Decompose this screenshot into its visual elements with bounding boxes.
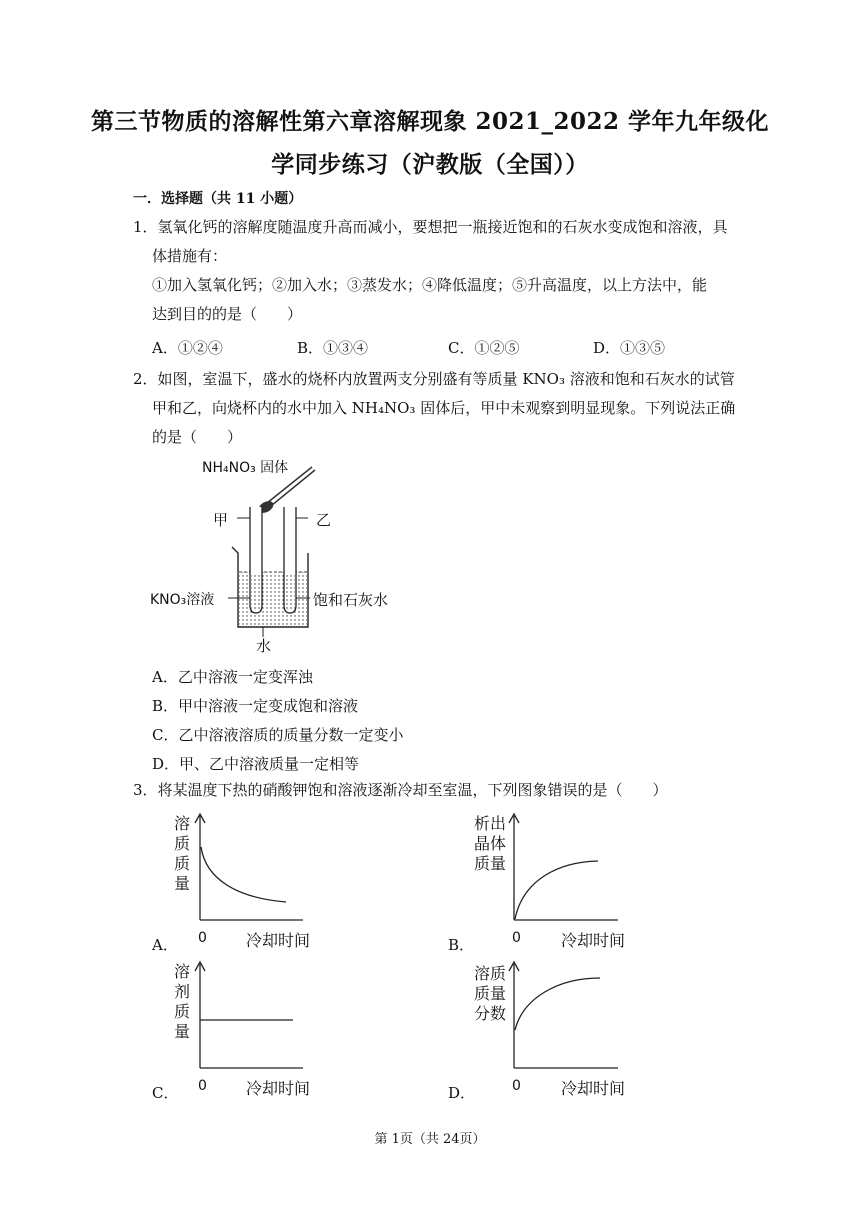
decreasing-curve xyxy=(201,847,286,902)
increasing-curve-from-offset xyxy=(515,978,600,1030)
q1-line3: ①加入氢氧化钙；②加入水；③蒸发水；④降低温度；⑤升高温度，以上方法中，能 xyxy=(152,276,708,294)
graph-a-zero: 0 xyxy=(198,930,207,946)
graph-d-ylabel xyxy=(472,964,508,1024)
q2-option-b: B．甲中溶液一定变成饱和溶液 xyxy=(152,697,359,715)
graph-a-letter: A． xyxy=(152,936,178,954)
q1-line2: 体措施有： xyxy=(152,247,228,265)
page-footer: 第 1页（共 24页） xyxy=(374,1132,486,1147)
graph-a-ylabel-3: 质 xyxy=(173,854,190,873)
graph-d-ylabel-1: 溶质 xyxy=(473,964,506,983)
beaker-diagram xyxy=(150,455,410,655)
q2-line1: 2．如图，室温下，盛水的烧杯内放置两支分别盛有等质量 KNO₃ 溶液和饱和石灰水的试管 xyxy=(133,370,735,388)
beaker-illustration xyxy=(150,455,410,655)
q1-option-c: C．①②⑤ xyxy=(448,339,520,357)
q2-option-c: C．乙中溶液溶质的质量分数一定变小 xyxy=(152,726,404,744)
graph-d-ylabel-2: 质量 xyxy=(473,984,506,1003)
page-title-line2: 学同步练习（沪教版（全国）） xyxy=(271,151,589,178)
graph-c xyxy=(148,958,438,1102)
graph-b-ylabel-2: 晶体 xyxy=(473,834,506,853)
limewater-label: 饱和石灰水 xyxy=(313,591,389,609)
nh4no3-label: NH₄NO₃ 固体 xyxy=(202,460,289,476)
graph-c-xlabel: 冷却时间 xyxy=(246,1079,311,1098)
graph-a-ylabel xyxy=(172,814,192,894)
graph-c-ylabel-3: 质 xyxy=(173,1002,190,1021)
q2-line2: 甲和乙，向烧杯内的水中加入 NH₄NO₃ 固体后，甲中未观察到明显现象。下列说法正确 xyxy=(152,399,736,417)
graph-d-xlabel: 冷却时间 xyxy=(561,1079,626,1098)
graph-b-ylabel-3: 质量 xyxy=(473,854,506,873)
graph-b-xlabel: 冷却时间 xyxy=(561,931,626,950)
tube-b-label: 乙 xyxy=(316,511,332,529)
q2-line3: 的是（ ） xyxy=(152,428,243,446)
q1-option-b: B．①③④ xyxy=(297,339,369,357)
graph-a-ylabel-2: 质 xyxy=(173,834,190,853)
graph-d xyxy=(448,958,738,1102)
graph-b xyxy=(448,810,738,954)
q1-line1: 1．氢氧化钙的溶解度随温度升高而减小，要想把一瓶接近饱和的石灰水变成饱和溶液，具 xyxy=(133,218,728,236)
section-heading: 一．选择题（共 11 小题） xyxy=(133,191,303,207)
graph-c-ylabel-1: 溶 xyxy=(173,962,190,981)
graph-b-ylabel xyxy=(472,814,508,874)
graph-d-ylabel-3: 分数 xyxy=(473,1004,506,1023)
page-title-line1: 第三节物质的溶解性第六章溶解现象 2021_2022 学年九年级化 xyxy=(90,108,770,135)
q1-option-a: A．①②④ xyxy=(152,339,223,357)
graph-a-xlabel: 冷却时间 xyxy=(246,931,311,950)
tube-a-label: 甲 xyxy=(213,511,229,529)
graph-a-ylabel-4: 量 xyxy=(173,874,190,893)
increasing-curve-from-zero xyxy=(515,861,598,919)
graph-c-ylabel xyxy=(172,962,192,1042)
q2-option-a: A．乙中溶液一定变浑浊 xyxy=(152,668,313,686)
kno3-label: KNO₃溶液 xyxy=(150,592,215,608)
graph-a-ylabel-1: 溶 xyxy=(173,814,190,833)
q1-line4: 达到目的的是（ ） xyxy=(152,305,303,323)
graph-d-zero: 0 xyxy=(512,1078,521,1094)
graph-a xyxy=(148,810,438,954)
q1-option-d: D．①③⑤ xyxy=(593,339,666,357)
graph-d-letter: D． xyxy=(448,1084,476,1102)
graph-b-letter: B． xyxy=(448,936,475,954)
graph-c-ylabel-2: 剂 xyxy=(173,982,190,1001)
q2-option-d: D．甲、乙中溶液质量一定相等 xyxy=(152,755,360,773)
graph-c-letter: C． xyxy=(152,1084,179,1102)
water-label: 水 xyxy=(256,637,272,655)
graph-b-ylabel-1: 析出 xyxy=(473,814,506,833)
graph-b-zero: 0 xyxy=(512,930,521,946)
q3-line1: 3．将某温度下热的硝酸钾饱和溶液逐渐冷却至室温，下列图象错误的是（ ） xyxy=(133,781,668,799)
graph-c-zero: 0 xyxy=(198,1078,207,1094)
graph-c-ylabel-4: 量 xyxy=(173,1022,190,1041)
